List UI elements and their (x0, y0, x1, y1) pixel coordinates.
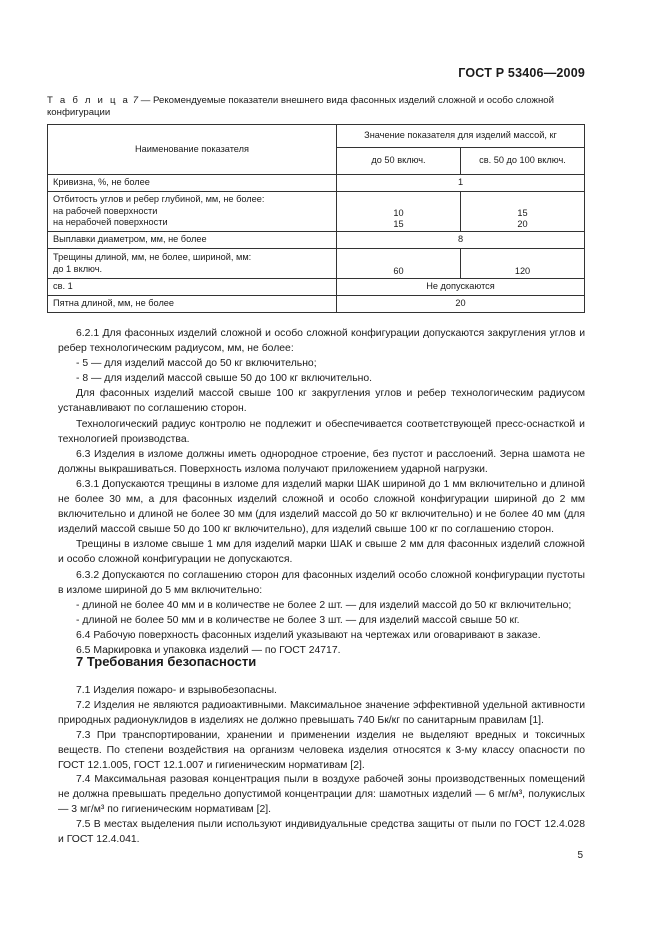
row-label: Кривизна, %, не более (48, 175, 337, 192)
paragraph: 7.4 Максимальная разовая концентрация пыли в воздухе рабочей зоны производственных помещений не должна превышать предельно допустимой концентрации для: шамотных изделий — 6 мг/м³, полукислых — 3 мг/м³ по гигиеническим нормативам [2]. (58, 774, 585, 816)
row-label: Выплавки диаметром, мм, не более (48, 232, 337, 249)
row-label (48, 249, 337, 279)
paragraph: 6.3 Изделия в изломе должны иметь однородное строение, без пустот и расслоений. Зерна шамота не должны выкрашиваться. Поверхность излома получают приложением ударной нагрузки. (58, 448, 585, 475)
row-label: св. 1 (48, 279, 337, 296)
table-row (48, 279, 585, 296)
row-label-line: до 1 включ. (53, 263, 103, 274)
paragraph: 6.3.1 Допускаются трещины в изломе для изделий марки ШАК шириной до 1 мм включительно и длиной не более 30 мм, а для фасонных изделий сложной и особо сложной конфигурации шириной до 2 мм включительно и длиной не более 30 мм (для изделий массой до 50 кг включительно) и не более 40 мм (для изделий массой свыше 50 до 100 кг включительно), для изделий свыше 100 кг по соглашению сторон. (58, 478, 585, 536)
table-caption-number: 7 (132, 95, 139, 106)
list-item: - длиной не более 40 мм и в количестве не более 2 шт. — для изделий массой до 50 кг включительно; (76, 599, 572, 611)
row-label: Пятна длиной, мм, не более (48, 296, 337, 313)
indicators-table (47, 124, 585, 313)
row-label-line: Отбитость углов и ребер глубиной, мм, не более: (53, 194, 265, 204)
row-label-line: Трещины длиной, мм, не более, шириной, мм: (53, 252, 252, 262)
paragraph: 7.3 При транспортировании, хранении и применении изделия не выделяют вредных и токсичных веществ. По степени воздействия на организм человека изделия относятся к 3-му классу опасности по ГОСТ 12.1.005, ГОСТ 12.1.007 и гигиеническим нормативам [2]. (58, 729, 585, 771)
table-row (48, 232, 585, 249)
row-label (48, 192, 337, 232)
sub-header-50-to-100: св. 50 до 100 включ. (461, 148, 585, 175)
row-value: 8 (337, 232, 585, 249)
list-item: - 5 — для изделий массой до 50 кг включительно; (76, 358, 317, 370)
section-6-text (58, 326, 585, 658)
row-label-line: на рабочей поверхности (53, 205, 158, 216)
paragraph: Для фасонных изделий массой свыше 100 кг закругления углов и ребер технологическим радиусом устанавливают по соглашению сторон. (58, 388, 585, 415)
section-7-heading: 7 Требования безопасности (76, 654, 257, 669)
table-row (48, 192, 585, 232)
table-caption-label: Т а б л и ц а (47, 95, 131, 106)
table-caption-text: — Рекомендуемые показатели внешнего вида фасонных изделий сложной и особо сложной конфигурации (47, 95, 554, 118)
sub-header-up-to-50: до 50 включ. (337, 148, 461, 175)
document-code-header: ГОСТ Р 53406—2009 (458, 66, 585, 80)
row-value: Не допускаются (337, 279, 585, 296)
row-value (337, 192, 461, 232)
row-value-line: 15 (517, 207, 528, 218)
col-name-header: Наименование показателя (48, 125, 337, 175)
paragraph: Технологический радиус контролю не подлежит и обеспечивается соответствующей пресс-оснасткой и технологией производства. (58, 418, 585, 445)
paragraph: 7.5 В местах выделения пыли используют индивидуальные средства защиты от пыли по ГОСТ 12.4.028 и ГОСТ 12.4.041. (58, 819, 585, 846)
row-value-line: 15 (393, 219, 404, 230)
list-item: - длиной не более 50 мм и в количестве не более 3 шт. — для изделий массой свыше 50 кг. (76, 614, 520, 626)
paragraph: 6.5 Маркировка и упаковка изделий — по ГОСТ 24717. (76, 644, 341, 656)
row-label-line: на нерабочей поверхности (53, 217, 168, 228)
row-value: 1 (337, 175, 585, 192)
paragraph: 6.4 Рабочую поверхность фасонных изделий указывают на чертежах или оговаривают в заказе. (76, 629, 541, 641)
table-row (48, 249, 585, 279)
paragraph: 7.1 Изделия пожаро- и взрывобезопасны. (76, 685, 277, 696)
table-row (48, 296, 585, 313)
row-value (461, 192, 585, 232)
table-caption (47, 95, 587, 119)
row-value: 120 (461, 249, 585, 279)
row-value: 20 (337, 296, 585, 313)
paragraph: 6.2.1 Для фасонных изделий сложной и особо сложной конфигурации допускаются закругления углов и ребер технологическим радиусом, мм, не более: (58, 328, 585, 355)
list-item: - 8 — для изделий массой свыше 50 до 100 кг включительно. (76, 373, 373, 385)
paragraph: 6.3.2 Допускаются по соглашению сторон для фасонных изделий особо сложной конфигурации пустоты в изломе шириной до 5 мм включительно: (58, 569, 585, 596)
page-number: 5 (577, 850, 583, 861)
col-value-header: Значение показателя для изделий массой, кг (337, 125, 585, 148)
row-value-line: 10 (393, 207, 404, 218)
section-7-text (58, 684, 585, 848)
row-value-line: 20 (517, 219, 528, 230)
row-value: 60 (337, 249, 461, 279)
paragraph: 7.2 Изделия не являются радиоактивными. Максимальное значение эффективной удельной активности природных радионуклидов в изделиях не должно превышать 740 Бк/кг по санитарным правилам [1]. (58, 699, 585, 726)
table-row (48, 175, 585, 192)
paragraph: Трещины в изломе свыше 1 мм для изделий марки ШАК и свыше 2 мм для фасонных изделий сложной и особо сложной конфигурации не допускаются. (58, 539, 585, 566)
